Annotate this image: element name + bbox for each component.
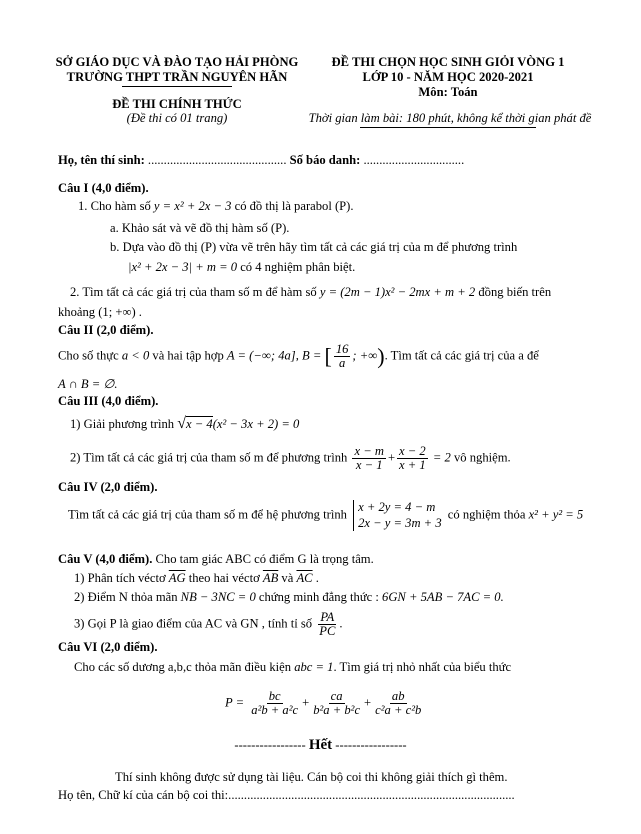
department-name: SỞ GIÁO DỤC VÀ ĐÀO TẠO HẢI PHÒNG [55,55,299,69]
q5-p1-end: . [312,571,319,585]
q1-part2 [70,285,551,300]
q6-t1-num: bc [268,689,281,703]
name-dots: ............................................ [144,153,290,167]
pages-note: (Đề thi có 01 trang) [126,111,228,125]
q3-f2-num: x − 2 [399,444,426,458]
q1-p1-suffix: có đồ thị là parabol (P). [231,199,354,213]
q3-sqrt-content: x − 4 [186,417,213,431]
q6-t2-num: ca [330,689,343,703]
q2-suffix: . Tìm tất cả các giá trị của a để [384,348,539,363]
end-line [0,737,641,754]
q1-item-b-eq [128,260,355,275]
q1-b-tail: có 4 nghiệm phân biệt. [237,260,356,274]
q1-function: y = x² + 2x − 3 [153,199,232,213]
q3-f1-den: x − 1 [355,458,383,473]
exam-subject: Môn: Toán [418,85,478,99]
q1-p2-prefix: 2. Tìm tất cả các giá trị của tham số m để hàm số [70,285,317,299]
q4-prefix: Tìm tất cả các giá trị của tham số m để hệ phương trình [68,507,347,522]
end-dashes-left: ----------------- [234,738,309,752]
q5-vector-condition: NB − 3NC = 0 [180,590,256,604]
q2-set-b-tail: ; +∞ [352,348,378,363]
school-underline [122,86,232,87]
q5-intro: Cho tam giác ABC có điểm G là trọng tâm. [152,552,374,566]
q5-part2 [74,590,504,605]
q4-system [353,500,442,531]
q5-identity: 6GN + 5AB − 7AC = 0. [382,590,504,604]
q3-p2-prefix: 2) Tìm tất cả các giá trị của tham số m để phương trình [70,450,348,465]
q1-title: Câu I (4,0 điểm). [58,181,149,195]
q5-ratio [317,611,337,638]
q1-p2-function: y = (2m − 1)x² − 2mx + m + 2 [319,285,476,299]
q2-frac-den: a [338,356,346,371]
q1-item-b: b. Dựa vào đồ thị (P) vừa vẽ trên hãy tìm tất cả các giá trị của m để phương trình [110,240,518,254]
q3-p2-suffix: vô nghiệm. [450,450,511,465]
exam-title: ĐỀ THI CHỌN HỌC SINH GIỎI VÒNG 1 [331,55,565,69]
q6-term-3 [373,690,423,717]
q5-ratio-den: PC [319,624,336,639]
q3-part2: 2) Tìm tất cả các giá trị của tham số m để phương trình $\frac{x - m}{x - 1}$ + $\frac{x - 2}{x + 1}$ = 2 vô nghiệm. [70,444,511,473]
q6-p: P = [225,695,248,710]
q6-term-1 [249,690,300,717]
q5-ratio-num: PA [320,610,335,624]
q3-fraction-1 [352,445,385,472]
q1-item-a: a. Khảo sát và vẽ đồ thị hàm số (P). [110,221,290,235]
q5-heading [58,552,374,567]
q5-p2-prefix: 2) Điểm N thỏa mãn [74,590,181,604]
q5-title: Câu V (4,0 điểm). [58,552,153,566]
q6-suffix: . Tìm giá trị nhỏ nhất của biểu thức [333,660,512,674]
q2-text: Cho số thực a < 0 và hai tập hợp A = (−∞; 4a], B = [ $\frac{16}{a}$ ; +∞). Tìm tất cả các giá trị của a để [58,342,539,371]
q4-eq2: 2x − y = 3m + 3 [358,515,442,530]
q6-t2-den: b²a + b²c [313,703,361,718]
q1-p1-prefix: 1. Cho hàm số [78,199,151,213]
vector-ab: $\overline{AB}$ [262,571,279,585]
time-underline [360,127,536,128]
q5-p2-mid: chứng minh đẳng thức : [255,590,383,604]
q4-eq1: x + 2y = 4 − m [358,500,436,514]
official-label: ĐỀ THI CHÍNH THỨC [112,97,242,111]
q6-expression: P = $\frac{bc}{\text{a²b + a²c}}$ + $\frac{ca}{\text{b²a + b²c}}$ + $\frac{ab}{\text{c²a + c²b}}$ [225,689,422,718]
q2-title: Câu II (2,0 điểm). [58,323,154,337]
q5-p1-and: và [278,571,297,585]
q1-part1 [78,199,354,214]
q4-suffix: có nghiệm thỏa [444,507,529,522]
q3-f1-num: x − m [354,444,384,458]
candidate-line [58,153,464,168]
q5-part1 [74,571,319,586]
q2-frac-num: 16 [335,342,349,356]
exam-time: Thời gian làm bài: 180 phút, không kể thời gian phát đề [308,111,592,125]
q6-condition: abc = 1 [294,660,334,674]
q5-p3-end: . [339,616,343,631]
exam-grade: LỚP 10 - NĂM HỌC 2020-2021 [362,70,534,84]
q4-condition: x² + y² = 5 [528,507,584,522]
q3-fraction-2 [397,445,428,472]
q6-term-2 [311,690,362,717]
q5-p3-prefix: 3) Gọi P là giao điểm của AC và GN , tính tỉ số [74,616,316,631]
q6-t3-num: ab [391,689,405,703]
q5-p1-prefix: 1) Phân tích véctơ [74,571,169,585]
sbd-dots: ................................ [360,153,465,167]
q1-interval: khoảng (1; +∞) . [58,305,142,319]
q5-p1-mid: theo hai véctơ [185,571,263,585]
q6-title: Câu VI (2,0 điểm). [58,640,158,654]
q2-fraction [334,343,351,370]
proctor-sign [58,788,515,803]
q2-condition: a < 0 [121,348,150,363]
footer-note: Thí sinh không được sử dụng tài liệu. Cán bộ coi thi không giải thích gì thêm. [115,770,508,784]
q2-set-a: A = (−∞; 4a], B = [226,348,325,363]
end-dashes-right: ----------------- [332,738,407,752]
q6-text [74,660,511,675]
end-label: Hết [308,737,333,753]
q2-line2: A ∩ B = ∅. [58,377,118,391]
q3-title: Câu III (4,0 điểm). [58,394,159,408]
q3-rhs: = 2 [429,450,451,465]
q6-t3-den: c²a + c²b [375,703,422,718]
q3-part1 [70,415,299,433]
sbd-label: Số báo danh: [289,153,361,167]
q3-p1-rest: (x² − 3x + 2) = 0 [212,417,300,431]
q3-p1-prefix: 1) Giải phương trình [70,417,175,431]
q6-t1-den: a²b + a²c [251,703,299,718]
q2-prefix: Cho số thực [58,348,119,363]
q4-title: Câu IV (2,0 điểm). [58,480,158,494]
name-label: Họ, tên thí sinh: [58,153,145,167]
q4-text [68,500,583,531]
proctor-label: Họ tên, Chữ kí của cán bộ coi thi: [58,788,229,802]
sqrt-icon: √ [177,415,187,432]
q1-p2-suffix: đồng biến trên [475,285,552,299]
q2-mid: và hai tập hợp [149,348,224,363]
q6-prefix: Cho các số dương a,b,c thỏa mãn điều kiện [74,660,295,674]
vector-ac: $\overline{AC}$ [296,571,313,585]
q5-part3 [74,611,343,638]
q1-abs-equation: |x² + 2x − 3| + m = 0 [128,260,238,274]
school-name: TRƯỜNG THPT TRẦN NGUYÊN HÃN [66,70,288,84]
q3-f2-den: x + 1 [399,458,426,473]
proctor-dots: ........................................................................................... [228,788,515,802]
vector-ag: $\overline{AG}$ [168,571,186,585]
